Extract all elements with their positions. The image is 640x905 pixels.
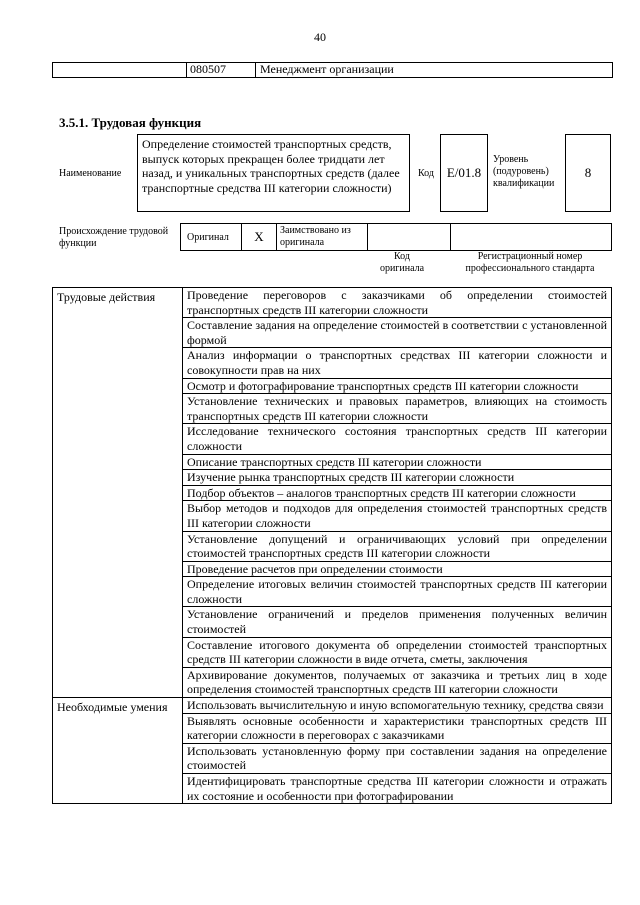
- original-code-cell: [367, 223, 451, 251]
- function-name-box: Определение стоимостей транспортных средств, выпуск которых прекращен более тридцати лет назад, и уникальных транспортных средств (далее транспортные средства III категории сложности): [137, 134, 410, 212]
- borrowed-label: Заимствовано из оригинала: [276, 223, 368, 251]
- labor-action-item: Установление технических и правовых параметров, влияющих на стоимость транспортных средств III категории сложности: [183, 394, 612, 424]
- labor-action-item: Осмотр и фотографирование транспортных средств III категории сложности: [183, 378, 612, 394]
- original-label: Оригинал: [180, 223, 242, 251]
- origin-label: Происхождение трудовой функции: [59, 226, 169, 249]
- table-row: [53, 698, 612, 714]
- labor-action-item: Подбор объектов – аналогов транспортных средств III категории сложности: [183, 485, 612, 501]
- labor-action-item: Установление ограничений и пределов применения полученных величин стоимостей: [183, 607, 612, 637]
- name-label: Наименование: [59, 168, 122, 179]
- skill-item: Выявлять основные особенности и характеристики транспортных средств III категории сложности в переговорах с заказчиками: [183, 713, 612, 743]
- code-table-name: Менеджмент организации: [260, 62, 394, 76]
- code-caption: Код оригинала: [379, 251, 425, 274]
- skill-heading: Необходимые умения: [53, 698, 183, 804]
- function-details-table: [52, 287, 612, 804]
- labor-action-item: Изучение рынка транспортных средств III категории сложности: [183, 470, 612, 486]
- registration-caption: Регистрационный номер профессионального стандарта: [465, 251, 595, 274]
- labor-action-item: Описание транспортных средств III категории сложности: [183, 454, 612, 470]
- labor-action-item: Определение итоговых величин стоимостей транспортных средств III категории сложности: [183, 577, 612, 607]
- labor-action-item: Анализ информации о транспортных средствах III категории сложности и совокупности прав на них: [183, 348, 612, 378]
- level-label: Уровень (подуровень) квалификации: [493, 154, 555, 189]
- skill-item: Использовать вычислительную и иную вспомогательную технику, средства связи: [183, 698, 612, 714]
- labor-action-item: Установление допущений и ограничивающих условий при определении стоимостей транспортных средств III категории сложности: [183, 531, 612, 561]
- labor-action-heading: Трудовые действия: [53, 288, 183, 698]
- code-table: [52, 62, 613, 78]
- page-number: 40: [314, 30, 326, 44]
- original-mark: X: [241, 223, 277, 251]
- section-title: 3.5.1. Трудовая функция: [59, 115, 202, 130]
- code-table-code: 080507: [187, 63, 256, 77]
- origin-row: [180, 223, 611, 251]
- skill-item: Использовать установленную форму при составлении задания на определение стоимостей: [183, 743, 612, 773]
- labor-action-item: Выбор методов и подходов для определения стоимостей транспортных средств III категории сложности: [183, 501, 612, 531]
- code-label: Код: [418, 168, 434, 179]
- labor-action-item: Исследование технического состояния транспортных средств III категории сложности: [183, 424, 612, 454]
- function-code-box: E/01.8: [440, 134, 488, 212]
- code-table-empty-cell: [53, 63, 187, 77]
- table-row: [53, 288, 612, 318]
- labor-action-item: Составление итогового документа об определении стоимостей транспортных средств III категории сложности в виде отчета, сметы, заключения: [183, 637, 612, 667]
- labor-action-item: Составление задания на определение стоимостей в соответствии с установленной формой: [183, 318, 612, 348]
- qualification-level-box: 8: [565, 134, 611, 212]
- labor-action-item: Проведение переговоров с заказчиками об определении стоимостей транспортных средств III категории сложности: [183, 288, 612, 318]
- registration-number-cell: [450, 223, 612, 251]
- skill-item: Идентифицировать транспортные средства III категории сложности и отражать их состояние и особенности при фотографировании: [183, 774, 612, 804]
- labor-action-item: Архивирование документов, получаемых от заказчика и третьих лиц в ходе определения стоимостей транспортных средств III категории сложности: [183, 667, 612, 697]
- labor-action-item: Проведение расчетов при определении стоимости: [183, 561, 612, 577]
